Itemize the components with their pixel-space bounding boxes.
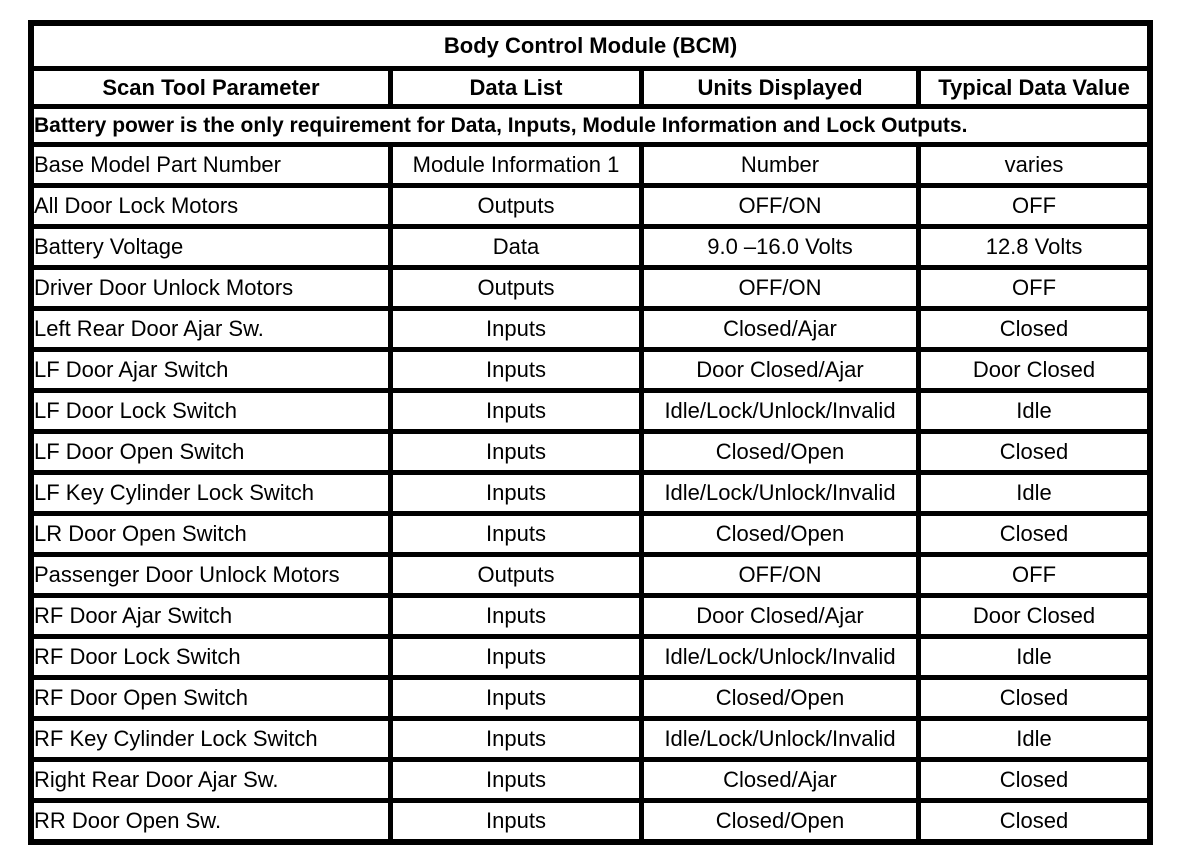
data-list-cell: Outputs: [393, 557, 639, 593]
data-list-cell: Inputs: [393, 598, 639, 634]
data-list-cell: Outputs: [393, 188, 639, 224]
typical-value-cell: Idle: [921, 721, 1147, 757]
data-list-cell: Inputs: [393, 803, 639, 839]
typical-value-cell: Closed: [921, 516, 1147, 552]
units-cell: Idle/Lock/Unlock/Invalid: [644, 639, 916, 675]
units-cell: Door Closed/Ajar: [644, 352, 916, 388]
column-header-units-displayed: Units Displayed: [644, 71, 916, 104]
parameter-cell: RF Door Open Switch: [34, 680, 388, 716]
units-cell: Idle/Lock/Unlock/Invalid: [644, 475, 916, 511]
parameter-cell: LF Door Lock Switch: [34, 393, 388, 429]
parameter-cell: LF Key Cylinder Lock Switch: [34, 475, 388, 511]
table-row: [34, 352, 1147, 388]
title-row: [34, 26, 1147, 66]
typical-value-cell: OFF: [921, 270, 1147, 306]
table-row: [34, 762, 1147, 798]
parameter-cell: LF Door Ajar Switch: [34, 352, 388, 388]
battery-power-note: Battery power is the only requirement for Data, Inputs, Module Information and Lock Outputs.: [34, 109, 1147, 142]
data-list-cell: Inputs: [393, 639, 639, 675]
table-row: [34, 475, 1147, 511]
table-row: [34, 598, 1147, 634]
parameter-cell: RR Door Open Sw.: [34, 803, 388, 839]
units-cell: Closed/Open: [644, 803, 916, 839]
column-header-scan-tool-parameter: Scan Tool Parameter: [34, 71, 388, 104]
units-cell: 9.0 –16.0 Volts: [644, 229, 916, 265]
data-list-cell: Module Information 1: [393, 147, 639, 183]
parameter-cell: Base Model Part Number: [34, 147, 388, 183]
table-row: [34, 434, 1147, 470]
parameter-cell: RF Door Ajar Switch: [34, 598, 388, 634]
typical-value-cell: Closed: [921, 762, 1147, 798]
units-cell: Closed/Open: [644, 680, 916, 716]
typical-value-cell: 12.8 Volts: [921, 229, 1147, 265]
parameter-cell: LR Door Open Switch: [34, 516, 388, 552]
data-list-cell: Data: [393, 229, 639, 265]
table-row: [34, 557, 1147, 593]
table-row: [34, 229, 1147, 265]
data-list-cell: Inputs: [393, 762, 639, 798]
parameter-cell: Left Rear Door Ajar Sw.: [34, 311, 388, 347]
typical-value-cell: varies: [921, 147, 1147, 183]
units-cell: Number: [644, 147, 916, 183]
parameter-cell: Passenger Door Unlock Motors: [34, 557, 388, 593]
table-row: [34, 188, 1147, 224]
parameter-cell: RF Key Cylinder Lock Switch: [34, 721, 388, 757]
column-header-typical-data-value: Typical Data Value: [921, 71, 1147, 104]
data-list-cell: Inputs: [393, 393, 639, 429]
units-cell: Closed/Ajar: [644, 762, 916, 798]
data-list-cell: Outputs: [393, 270, 639, 306]
units-cell: OFF/ON: [644, 557, 916, 593]
typical-value-cell: Closed: [921, 803, 1147, 839]
typical-value-cell: Idle: [921, 639, 1147, 675]
table-row: [34, 311, 1147, 347]
table-row: [34, 147, 1147, 183]
table-row: [34, 721, 1147, 757]
units-cell: OFF/ON: [644, 270, 916, 306]
note-row: [34, 109, 1147, 142]
parameter-cell: Battery Voltage: [34, 229, 388, 265]
data-list-cell: Inputs: [393, 721, 639, 757]
units-cell: OFF/ON: [644, 188, 916, 224]
table-row: [34, 680, 1147, 716]
typical-value-cell: Door Closed: [921, 352, 1147, 388]
data-list-cell: Inputs: [393, 680, 639, 716]
typical-value-cell: Idle: [921, 475, 1147, 511]
typical-value-cell: Idle: [921, 393, 1147, 429]
table-row: [34, 393, 1147, 429]
column-header-data-list: Data List: [393, 71, 639, 104]
units-cell: Door Closed/Ajar: [644, 598, 916, 634]
typical-value-cell: Closed: [921, 434, 1147, 470]
table-row: [34, 803, 1147, 839]
units-cell: Closed/Ajar: [644, 311, 916, 347]
typical-value-cell: Closed: [921, 311, 1147, 347]
parameter-cell: Right Rear Door Ajar Sw.: [34, 762, 388, 798]
parameter-cell: LF Door Open Switch: [34, 434, 388, 470]
bcm-parameter-table: [28, 20, 1153, 845]
parameter-cell: Driver Door Unlock Motors: [34, 270, 388, 306]
data-list-cell: Inputs: [393, 352, 639, 388]
table-row: [34, 270, 1147, 306]
typical-value-cell: Door Closed: [921, 598, 1147, 634]
units-cell: Idle/Lock/Unlock/Invalid: [644, 393, 916, 429]
data-list-cell: Inputs: [393, 311, 639, 347]
data-rows: [34, 147, 1147, 839]
units-cell: Closed/Open: [644, 516, 916, 552]
data-list-cell: Inputs: [393, 516, 639, 552]
table-row: [34, 516, 1147, 552]
header-row: [34, 71, 1147, 104]
data-list-cell: Inputs: [393, 475, 639, 511]
typical-value-cell: OFF: [921, 557, 1147, 593]
table-title: Body Control Module (BCM): [34, 26, 1147, 66]
data-list-cell: Inputs: [393, 434, 639, 470]
typical-value-cell: OFF: [921, 188, 1147, 224]
parameter-cell: RF Door Lock Switch: [34, 639, 388, 675]
parameter-cell: All Door Lock Motors: [34, 188, 388, 224]
units-cell: Idle/Lock/Unlock/Invalid: [644, 721, 916, 757]
units-cell: Closed/Open: [644, 434, 916, 470]
table-row: [34, 639, 1147, 675]
typical-value-cell: Closed: [921, 680, 1147, 716]
